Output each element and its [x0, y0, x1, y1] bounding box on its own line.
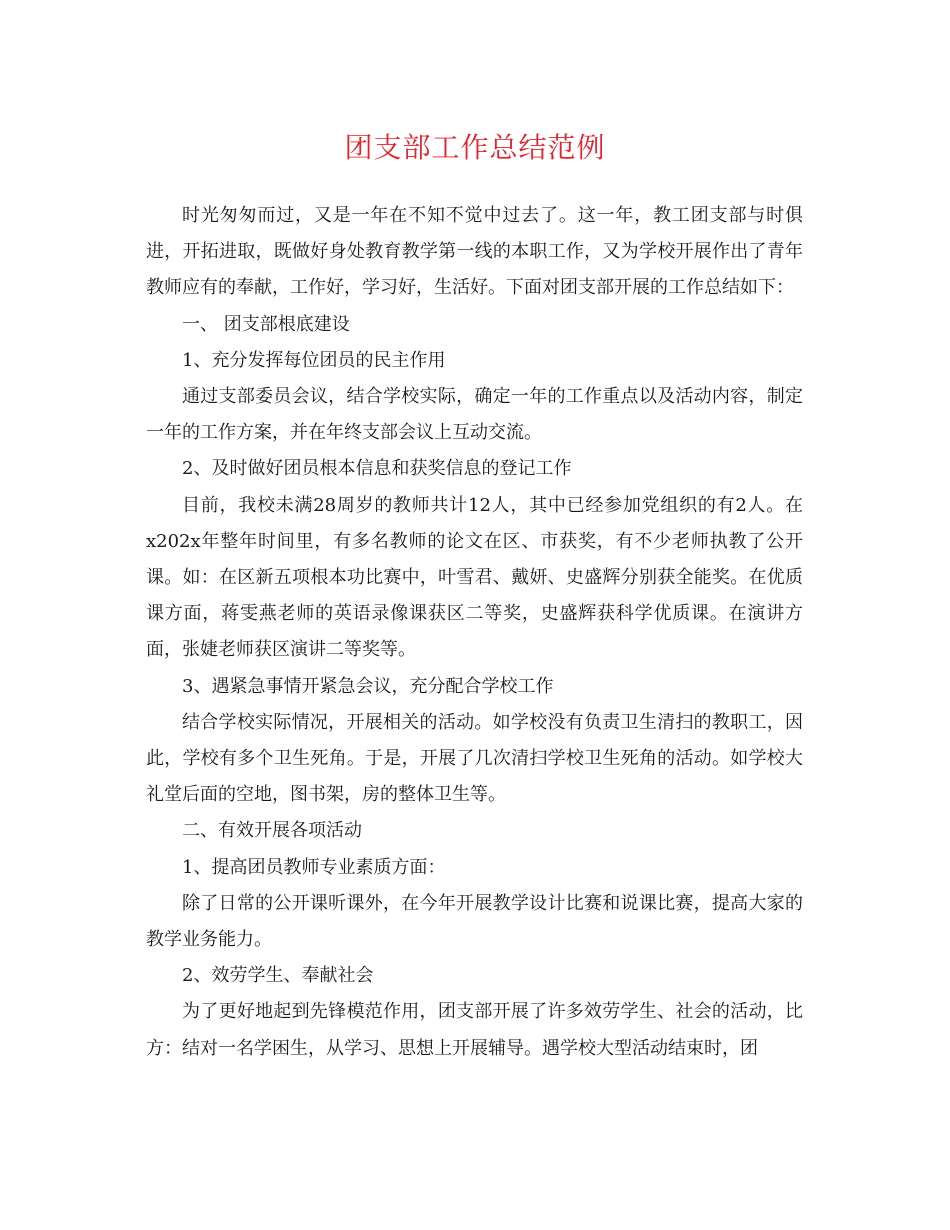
subsection-heading-1-1: 1、充分发挥每位团员的民主作用	[182, 349, 446, 371]
paragraph-1-3: 结合学校实际情况，开展相关的活动。如学校没有负责卫生清扫的教职工，因此，学校有多个卫生死角。于是，开展了几次清扫学校卫生死角的活动。如学校大礼堂后面的空地，图书架，房的整体卫生等。	[146, 711, 803, 806]
paragraph-2-1: 除了日常的公开课听课外，在今年开展教学设计比赛和说课比赛，提高大家的教学业务能力。	[146, 892, 803, 951]
paragraph-1-2: 目前，我校未满28周岁的教师共计12人，其中已经参加党组织的有2人。在x202x年整年时间里，有多名教师的论文在区、市获奖，有不少老师执教了公开课。如：在区新五项根本功比赛中，叶雪君、戴妍、史盛辉分别获全能奖。在优质课方面，蒋雯燕老师的英语录像课获区二等奖，史盛辉获科学优质课。在演讲方面，张婕老师获区演讲二等奖等。	[146, 494, 803, 661]
section-heading-1: 一、 团支部根底建设	[182, 313, 350, 335]
paragraph-2-2: 为了更好地起到先锋模范作用，团支部开展了许多效劳学生、社会的活动，比方：结对一名学困生，从学习、思想上开展辅导。遇学校大型活动结束时，团	[146, 1001, 803, 1059]
document-body	[146, 198, 803, 1067]
subsection-heading-2-2: 2、效劳学生、奉献社会	[182, 965, 374, 987]
intro-paragraph: 时光匆匆而过，又是一年在不知不觉中过去了。这一年，教工团支部与时俱进，开拓进取，既做好身处教育教学第一线的本职工作，又为学校开展作出了青年教师应有的奉献，工作好，学习好，生活好。下面对团支部开展的工作总结如下：	[146, 205, 803, 299]
section-heading-2: 二、有效开展各项活动	[182, 820, 362, 842]
paragraph-1-1: 通过支部委员会议，结合学校实际，确定一年的工作重点以及活动内容，制定一年的工作方案，并在年终支部会议上互动交流。	[146, 386, 803, 444]
subsection-heading-2-1: 1、提高团员教师专业素质方面：	[182, 856, 446, 878]
subsection-heading-1-3: 3、遇紧急事情开紧急会议，充分配合学校工作	[182, 675, 554, 697]
document-title: 团支部工作总结范例	[344, 131, 606, 164]
subsection-heading-1-2: 2、及时做好团员根本信息和获奖信息的登记工作	[182, 458, 572, 480]
